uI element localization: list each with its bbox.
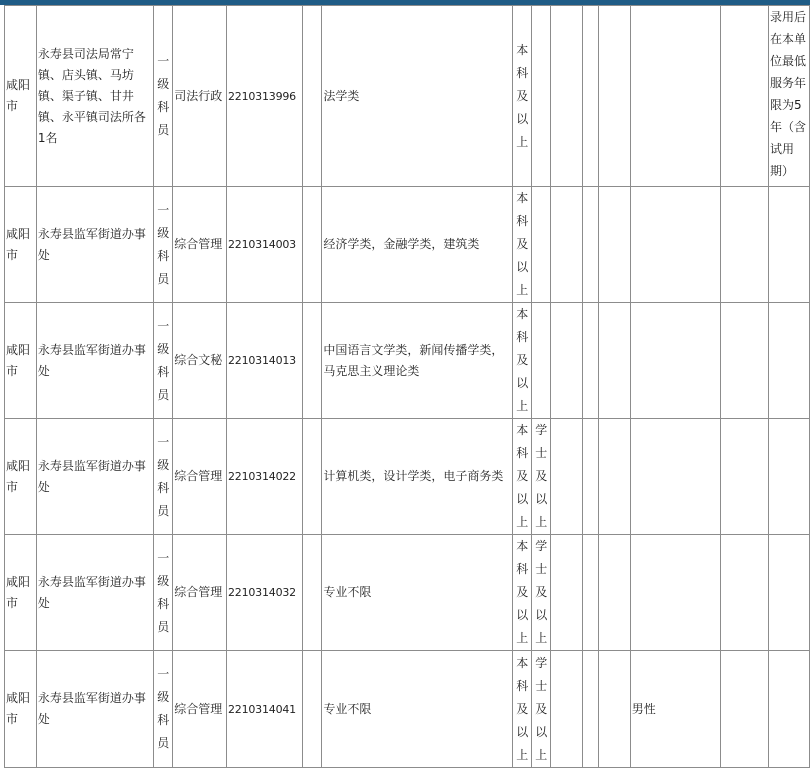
city-cell: 咸阳市 <box>5 535 37 651</box>
empty-cell <box>583 187 599 303</box>
empty-cell <box>721 303 769 419</box>
code-cell: 2210314003 <box>226 187 302 303</box>
note-cell: 录用后在本单位最低服务年限为5年（含试用期） <box>768 6 809 187</box>
note-cell <box>768 303 809 419</box>
level-cell <box>154 303 173 419</box>
empty-cell <box>599 419 631 535</box>
code-cell: 2210314022 <box>226 419 302 535</box>
table-row <box>5 303 810 419</box>
empty-cell <box>599 187 631 303</box>
position-cell: 综合管理 <box>173 187 227 303</box>
code-cell: 2210314032 <box>226 535 302 651</box>
city-cell: 咸阳市 <box>5 303 37 419</box>
other-requirement-cell <box>630 303 720 419</box>
education-cell <box>513 535 532 651</box>
level-cell <box>154 6 173 187</box>
other-requirement-cell <box>630 187 720 303</box>
empty-cell <box>302 303 322 419</box>
unit-cell: 永寿县监军街道办事处 <box>36 651 153 768</box>
unit-cell: 永寿县监军街道办事处 <box>36 303 153 419</box>
level-text: 一级科员 <box>157 318 170 402</box>
empty-cell <box>721 187 769 303</box>
major-cell: 经济学类，金融学类，建筑类 <box>322 187 513 303</box>
empty-cell <box>583 6 599 187</box>
empty-cell <box>302 535 322 651</box>
education-text: 本科及以上 <box>516 539 529 645</box>
table-row <box>5 6 810 187</box>
level-text: 一级科员 <box>157 667 170 750</box>
degree-cell <box>532 303 551 419</box>
empty-cell <box>583 419 599 535</box>
level-cell <box>154 535 173 651</box>
level-text: 一级科员 <box>157 550 170 634</box>
level-cell <box>154 651 173 768</box>
code-cell: 2210313996 <box>226 6 302 187</box>
education-cell <box>513 651 532 768</box>
other-requirement-cell <box>630 6 720 187</box>
other-requirement-cell <box>630 419 720 535</box>
degree-text: 学士及以上 <box>535 423 548 529</box>
note-cell <box>768 535 809 651</box>
unit-cell: 永寿县监军街道办事处 <box>36 535 153 651</box>
empty-cell <box>721 6 769 187</box>
education-cell <box>513 303 532 419</box>
empty-cell <box>551 6 583 187</box>
major-cell: 计算机类，设计学类，电子商务类 <box>322 419 513 535</box>
recruitment-table <box>4 5 810 768</box>
position-cell: 综合管理 <box>173 419 227 535</box>
empty-cell <box>721 535 769 651</box>
empty-cell <box>551 651 583 768</box>
empty-cell <box>583 535 599 651</box>
education-cell <box>513 187 532 303</box>
city-cell: 咸阳市 <box>5 187 37 303</box>
major-cell: 法学类 <box>322 6 513 187</box>
table-row <box>5 535 810 651</box>
level-cell <box>154 419 173 535</box>
unit-cell: 永寿县监军街道办事处 <box>36 419 153 535</box>
empty-cell <box>551 303 583 419</box>
empty-cell <box>302 187 322 303</box>
degree-cell <box>532 535 551 651</box>
position-cell: 综合管理 <box>173 535 227 651</box>
position-cell: 司法行政 <box>173 6 227 187</box>
degree-cell <box>532 651 551 768</box>
city-cell: 咸阳市 <box>5 6 37 187</box>
empty-cell <box>302 6 322 187</box>
empty-cell <box>583 651 599 768</box>
education-text: 本科及以上 <box>516 191 529 297</box>
degree-text: 学士及以上 <box>535 655 548 762</box>
other-requirement-cell <box>630 535 720 651</box>
empty-cell <box>551 419 583 535</box>
note-cell <box>768 187 809 303</box>
empty-cell <box>721 651 769 768</box>
major-cell: 中国语言文学类，新闻传播学类，马克思主义理论类 <box>322 303 513 419</box>
empty-cell <box>583 303 599 419</box>
degree-cell <box>532 6 551 187</box>
major-cell: 专业不限 <box>322 651 513 768</box>
city-cell: 咸阳市 <box>5 419 37 535</box>
position-cell: 综合文秘 <box>173 303 227 419</box>
education-text: 本科及以上 <box>516 423 529 529</box>
unit-cell: 永寿县司法局常宁镇、店头镇、马坊镇、渠子镇、甘井镇、永平镇司法所各1名 <box>36 6 153 187</box>
education-cell <box>513 6 532 187</box>
code-cell: 2210314013 <box>226 303 302 419</box>
empty-cell <box>599 535 631 651</box>
level-cell <box>154 187 173 303</box>
major-cell: 专业不限 <box>322 535 513 651</box>
empty-cell <box>551 187 583 303</box>
level-text: 一级科员 <box>157 54 170 137</box>
education-text: 本科及以上 <box>516 655 529 762</box>
city-cell: 咸阳市 <box>5 651 37 768</box>
other-requirement-cell: 男性 <box>630 651 720 768</box>
code-cell: 2210314041 <box>226 651 302 768</box>
note-cell <box>768 651 809 768</box>
education-cell <box>513 419 532 535</box>
note-cell <box>768 419 809 535</box>
degree-cell <box>532 187 551 303</box>
level-text: 一级科员 <box>157 202 170 286</box>
education-text: 本科及以上 <box>516 307 529 413</box>
position-cell: 综合管理 <box>173 651 227 768</box>
empty-cell <box>302 419 322 535</box>
degree-text: 学士及以上 <box>535 539 548 645</box>
empty-cell <box>599 6 631 187</box>
degree-cell <box>532 419 551 535</box>
empty-cell <box>302 651 322 768</box>
empty-cell <box>551 535 583 651</box>
table-row <box>5 187 810 303</box>
unit-cell: 永寿县监军街道办事处 <box>36 187 153 303</box>
empty-cell <box>599 303 631 419</box>
table-row <box>5 651 810 768</box>
empty-cell <box>721 419 769 535</box>
empty-cell <box>599 651 631 768</box>
education-text: 本科及以上 <box>516 42 529 149</box>
level-text: 一级科员 <box>157 434 170 518</box>
table-row <box>5 419 810 535</box>
